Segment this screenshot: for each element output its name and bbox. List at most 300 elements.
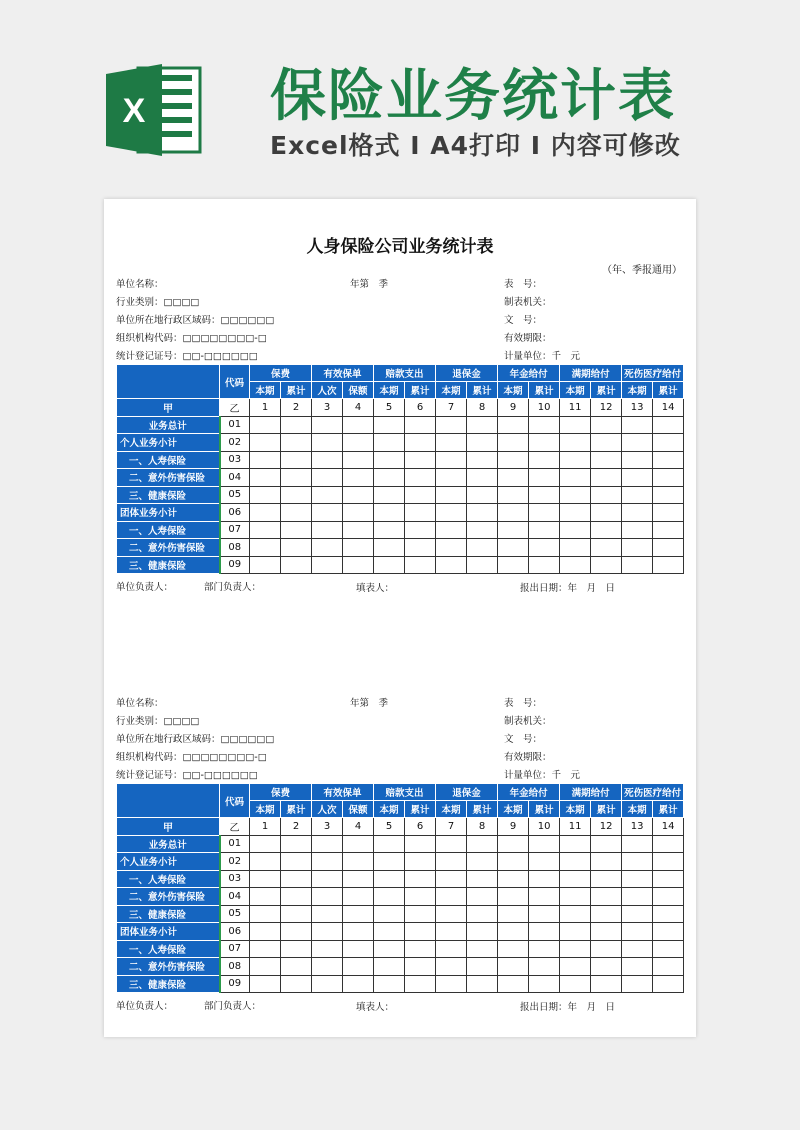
data-cell[interactable] bbox=[467, 835, 498, 853]
data-cell[interactable] bbox=[343, 539, 374, 557]
data-cell[interactable] bbox=[374, 853, 405, 871]
row-code: 06 bbox=[220, 923, 250, 941]
data-cell[interactable] bbox=[467, 469, 498, 487]
data-cell[interactable] bbox=[374, 486, 405, 504]
footer-date: 报出日期：年 月 日 bbox=[520, 583, 616, 594]
data-cell[interactable] bbox=[653, 975, 684, 993]
data-cell[interactable] bbox=[529, 958, 560, 976]
data-cell[interactable] bbox=[560, 521, 591, 539]
column-number: 5 bbox=[374, 818, 405, 836]
data-cell[interactable] bbox=[281, 504, 312, 522]
table-row bbox=[117, 835, 684, 853]
data-cell[interactable] bbox=[312, 835, 343, 853]
data-cell[interactable] bbox=[436, 853, 467, 871]
data-cell[interactable] bbox=[591, 469, 622, 487]
data-cell[interactable] bbox=[498, 870, 529, 888]
data-cell[interactable] bbox=[343, 451, 374, 469]
data-cell[interactable] bbox=[281, 923, 312, 941]
data-cell[interactable] bbox=[653, 539, 684, 557]
group-header: 退保金 bbox=[436, 784, 498, 801]
data-cell[interactable] bbox=[374, 451, 405, 469]
sub-header: 累计 bbox=[281, 382, 312, 399]
table-row bbox=[117, 958, 684, 976]
data-cell[interactable] bbox=[467, 975, 498, 993]
data-cell[interactable] bbox=[498, 888, 529, 906]
data-cell[interactable] bbox=[250, 975, 281, 993]
data-cell[interactable] bbox=[498, 853, 529, 871]
data-cell[interactable] bbox=[591, 504, 622, 522]
data-cell[interactable] bbox=[436, 888, 467, 906]
data-cell[interactable] bbox=[405, 870, 436, 888]
data-cell[interactable] bbox=[622, 486, 653, 504]
sub-header: 本期 bbox=[560, 801, 591, 818]
data-cell[interactable] bbox=[498, 504, 529, 522]
column-number: 3 bbox=[312, 399, 343, 417]
sub-header: 本期 bbox=[374, 801, 405, 818]
info-authority: 制表机关： bbox=[504, 297, 552, 308]
data-cell[interactable] bbox=[374, 870, 405, 888]
data-cell[interactable] bbox=[560, 940, 591, 958]
data-cell[interactable] bbox=[312, 434, 343, 452]
data-cell[interactable] bbox=[436, 923, 467, 941]
data-cell[interactable] bbox=[312, 888, 343, 906]
table-row bbox=[117, 486, 684, 504]
group-header: 满期给付 bbox=[560, 365, 622, 382]
data-cell[interactable] bbox=[591, 905, 622, 923]
sub-header: 累计 bbox=[591, 801, 622, 818]
data-cell[interactable] bbox=[312, 416, 343, 434]
data-cell[interactable] bbox=[405, 539, 436, 557]
data-cell[interactable] bbox=[591, 975, 622, 993]
data-cell[interactable] bbox=[312, 905, 343, 923]
data-cell[interactable] bbox=[436, 416, 467, 434]
column-number: 12 bbox=[591, 399, 622, 417]
group-header: 保费 bbox=[250, 784, 312, 801]
data-cell[interactable] bbox=[467, 870, 498, 888]
row-label: 一、人寿保险 bbox=[117, 940, 220, 958]
data-cell[interactable] bbox=[529, 853, 560, 871]
data-cell[interactable] bbox=[343, 870, 374, 888]
data-cell[interactable] bbox=[560, 958, 591, 976]
sub-header: 累计 bbox=[405, 382, 436, 399]
data-cell[interactable] bbox=[374, 504, 405, 522]
data-cell[interactable] bbox=[250, 486, 281, 504]
data-cell[interactable] bbox=[529, 870, 560, 888]
data-cell[interactable] bbox=[622, 870, 653, 888]
data-cell[interactable] bbox=[374, 835, 405, 853]
data-cell[interactable] bbox=[312, 940, 343, 958]
data-cell[interactable] bbox=[250, 940, 281, 958]
data-cell[interactable] bbox=[250, 888, 281, 906]
data-cell[interactable] bbox=[250, 870, 281, 888]
data-cell[interactable] bbox=[405, 923, 436, 941]
data-cell[interactable] bbox=[653, 923, 684, 941]
data-cell[interactable] bbox=[374, 905, 405, 923]
data-cell[interactable] bbox=[653, 853, 684, 871]
sub-header: 本期 bbox=[250, 382, 281, 399]
data-cell[interactable] bbox=[622, 434, 653, 452]
data-cell[interactable] bbox=[560, 451, 591, 469]
data-cell[interactable] bbox=[560, 835, 591, 853]
data-cell[interactable] bbox=[374, 923, 405, 941]
data-cell[interactable] bbox=[281, 905, 312, 923]
data-cell[interactable] bbox=[529, 556, 560, 574]
data-cell[interactable] bbox=[591, 486, 622, 504]
data-cell[interactable] bbox=[498, 486, 529, 504]
data-cell[interactable] bbox=[498, 835, 529, 853]
data-cell[interactable] bbox=[405, 940, 436, 958]
data-cell[interactable] bbox=[591, 416, 622, 434]
data-cell[interactable] bbox=[436, 556, 467, 574]
data-cell[interactable] bbox=[529, 905, 560, 923]
data-cell[interactable] bbox=[560, 486, 591, 504]
data-cell[interactable] bbox=[312, 486, 343, 504]
data-cell[interactable] bbox=[560, 539, 591, 557]
data-cell[interactable] bbox=[467, 416, 498, 434]
data-cell[interactable] bbox=[653, 870, 684, 888]
data-cell[interactable] bbox=[281, 853, 312, 871]
data-cell[interactable] bbox=[374, 958, 405, 976]
data-cell[interactable] bbox=[653, 416, 684, 434]
table-row bbox=[117, 416, 684, 434]
data-cell[interactable] bbox=[343, 905, 374, 923]
data-cell[interactable] bbox=[529, 416, 560, 434]
data-cell[interactable] bbox=[653, 556, 684, 574]
sub-header: 本期 bbox=[560, 382, 591, 399]
data-cell[interactable] bbox=[498, 958, 529, 976]
data-cell[interactable] bbox=[312, 958, 343, 976]
data-cell[interactable] bbox=[374, 416, 405, 434]
data-cell[interactable] bbox=[405, 556, 436, 574]
data-cell[interactable] bbox=[622, 556, 653, 574]
data-cell[interactable] bbox=[622, 835, 653, 853]
data-cell[interactable] bbox=[622, 451, 653, 469]
data-cell[interactable] bbox=[343, 469, 374, 487]
data-cell[interactable] bbox=[312, 870, 343, 888]
data-cell[interactable] bbox=[653, 504, 684, 522]
data-cell[interactable] bbox=[560, 853, 591, 871]
data-cell[interactable] bbox=[467, 923, 498, 941]
data-cell[interactable] bbox=[343, 888, 374, 906]
data-cell[interactable] bbox=[467, 539, 498, 557]
data-cell[interactable] bbox=[312, 975, 343, 993]
info-region-code: 单位所在地行政区域码：□□□□□□ bbox=[116, 315, 275, 326]
data-cell[interactable] bbox=[374, 556, 405, 574]
info-left-2 bbox=[116, 695, 274, 785]
data-cell[interactable] bbox=[312, 521, 343, 539]
data-cell[interactable] bbox=[591, 940, 622, 958]
column-number: 9 bbox=[498, 818, 529, 836]
data-cell[interactable] bbox=[560, 975, 591, 993]
data-cell[interactable] bbox=[436, 870, 467, 888]
group-header: 保费 bbox=[250, 365, 312, 382]
data-cell[interactable] bbox=[622, 905, 653, 923]
data-cell[interactable] bbox=[343, 504, 374, 522]
data-cell[interactable] bbox=[250, 469, 281, 487]
data-cell[interactable] bbox=[498, 469, 529, 487]
data-cell[interactable] bbox=[312, 539, 343, 557]
data-cell[interactable] bbox=[591, 853, 622, 871]
data-cell[interactable] bbox=[653, 888, 684, 906]
data-cell[interactable] bbox=[374, 975, 405, 993]
data-cell[interactable] bbox=[436, 469, 467, 487]
data-cell[interactable] bbox=[343, 416, 374, 434]
data-cell[interactable] bbox=[281, 486, 312, 504]
data-cell[interactable] bbox=[281, 434, 312, 452]
data-cell[interactable] bbox=[250, 434, 281, 452]
data-cell[interactable] bbox=[529, 539, 560, 557]
data-cell[interactable] bbox=[436, 958, 467, 976]
data-cell[interactable] bbox=[591, 556, 622, 574]
data-cell[interactable] bbox=[498, 923, 529, 941]
data-cell[interactable] bbox=[529, 975, 560, 993]
data-cell[interactable] bbox=[653, 469, 684, 487]
data-cell[interactable] bbox=[250, 958, 281, 976]
sub-header: 累计 bbox=[281, 801, 312, 818]
data-cell[interactable] bbox=[622, 469, 653, 487]
data-cell[interactable] bbox=[250, 835, 281, 853]
data-cell[interactable] bbox=[653, 940, 684, 958]
data-cell[interactable] bbox=[343, 434, 374, 452]
data-cell[interactable] bbox=[405, 905, 436, 923]
data-cell[interactable] bbox=[281, 416, 312, 434]
data-cell[interactable] bbox=[281, 835, 312, 853]
data-cell[interactable] bbox=[343, 521, 374, 539]
data-cell[interactable] bbox=[312, 504, 343, 522]
data-cell[interactable] bbox=[591, 451, 622, 469]
data-cell[interactable] bbox=[467, 504, 498, 522]
data-cell[interactable] bbox=[529, 434, 560, 452]
data-cell[interactable] bbox=[560, 923, 591, 941]
data-cell[interactable] bbox=[436, 975, 467, 993]
data-cell[interactable] bbox=[281, 958, 312, 976]
data-cell[interactable] bbox=[343, 853, 374, 871]
data-cell[interactable] bbox=[436, 521, 467, 539]
data-cell[interactable] bbox=[529, 469, 560, 487]
data-cell[interactable] bbox=[529, 835, 560, 853]
data-cell[interactable] bbox=[250, 504, 281, 522]
row-label: 二、意外伤害保险 bbox=[117, 539, 220, 557]
data-cell[interactable] bbox=[529, 940, 560, 958]
data-cell[interactable] bbox=[405, 434, 436, 452]
data-cell[interactable] bbox=[250, 539, 281, 557]
data-cell[interactable] bbox=[250, 521, 281, 539]
data-cell[interactable] bbox=[467, 905, 498, 923]
data-cell[interactable] bbox=[498, 434, 529, 452]
column-number: 7 bbox=[436, 399, 467, 417]
row-label: 二、意外伤害保险 bbox=[117, 888, 220, 906]
data-cell[interactable] bbox=[467, 451, 498, 469]
data-cell[interactable] bbox=[498, 975, 529, 993]
data-cell[interactable] bbox=[622, 539, 653, 557]
data-cell[interactable] bbox=[467, 888, 498, 906]
sub-header: 累计 bbox=[467, 382, 498, 399]
data-cell[interactable] bbox=[436, 451, 467, 469]
data-cell[interactable] bbox=[653, 486, 684, 504]
data-cell[interactable] bbox=[560, 469, 591, 487]
data-cell[interactable] bbox=[622, 521, 653, 539]
data-cell[interactable] bbox=[622, 504, 653, 522]
sub-header: 本期 bbox=[498, 801, 529, 818]
data-cell[interactable] bbox=[529, 504, 560, 522]
row-label: 团体业务小计 bbox=[117, 504, 220, 522]
data-cell[interactable] bbox=[374, 940, 405, 958]
data-cell[interactable] bbox=[591, 835, 622, 853]
info-period-2: 年第 季 bbox=[350, 698, 389, 709]
data-cell[interactable] bbox=[436, 905, 467, 923]
data-cell[interactable] bbox=[281, 940, 312, 958]
data-cell[interactable] bbox=[343, 975, 374, 993]
data-cell[interactable] bbox=[436, 835, 467, 853]
data-cell[interactable] bbox=[467, 940, 498, 958]
data-cell[interactable] bbox=[467, 556, 498, 574]
group-header: 年金给付 bbox=[498, 365, 560, 382]
data-cell[interactable] bbox=[560, 416, 591, 434]
data-cell[interactable] bbox=[312, 556, 343, 574]
data-cell[interactable] bbox=[436, 539, 467, 557]
data-cell[interactable] bbox=[591, 888, 622, 906]
data-cell[interactable] bbox=[467, 521, 498, 539]
data-cell[interactable] bbox=[405, 504, 436, 522]
column-number: 6 bbox=[405, 399, 436, 417]
data-cell[interactable] bbox=[281, 975, 312, 993]
data-cell[interactable] bbox=[312, 853, 343, 871]
data-cell[interactable] bbox=[405, 521, 436, 539]
data-cell[interactable] bbox=[436, 486, 467, 504]
data-cell[interactable] bbox=[343, 556, 374, 574]
data-cell[interactable] bbox=[653, 958, 684, 976]
data-cell[interactable] bbox=[591, 539, 622, 557]
data-cell[interactable] bbox=[467, 853, 498, 871]
data-cell[interactable] bbox=[312, 923, 343, 941]
data-cell[interactable] bbox=[622, 888, 653, 906]
data-cell[interactable] bbox=[281, 539, 312, 557]
data-cell[interactable] bbox=[498, 905, 529, 923]
data-cell[interactable] bbox=[405, 416, 436, 434]
data-cell[interactable] bbox=[653, 905, 684, 923]
data-cell[interactable] bbox=[374, 469, 405, 487]
data-cell[interactable] bbox=[560, 870, 591, 888]
data-cell[interactable] bbox=[622, 923, 653, 941]
data-cell[interactable] bbox=[591, 923, 622, 941]
stats-table-1 bbox=[116, 364, 684, 574]
data-cell[interactable] bbox=[498, 451, 529, 469]
data-cell[interactable] bbox=[560, 556, 591, 574]
data-cell[interactable] bbox=[653, 434, 684, 452]
data-cell[interactable] bbox=[498, 521, 529, 539]
data-cell[interactable] bbox=[405, 835, 436, 853]
column-number: 2 bbox=[281, 399, 312, 417]
data-cell[interactable] bbox=[653, 521, 684, 539]
data-cell[interactable] bbox=[250, 853, 281, 871]
data-cell[interactable] bbox=[560, 434, 591, 452]
sub-header: 本期 bbox=[250, 801, 281, 818]
data-cell[interactable] bbox=[374, 434, 405, 452]
row-code: 02 bbox=[220, 853, 250, 871]
data-cell[interactable] bbox=[250, 416, 281, 434]
data-cell[interactable] bbox=[467, 434, 498, 452]
data-cell[interactable] bbox=[622, 853, 653, 871]
data-cell[interactable] bbox=[591, 521, 622, 539]
data-cell[interactable] bbox=[250, 905, 281, 923]
data-cell[interactable] bbox=[250, 556, 281, 574]
data-cell[interactable] bbox=[405, 888, 436, 906]
data-cell[interactable] bbox=[653, 451, 684, 469]
table-row bbox=[117, 905, 684, 923]
data-cell[interactable] bbox=[343, 835, 374, 853]
data-cell[interactable] bbox=[591, 434, 622, 452]
row-label: 一、人寿保险 bbox=[117, 870, 220, 888]
data-cell[interactable] bbox=[529, 521, 560, 539]
data-cell[interactable] bbox=[560, 504, 591, 522]
row-code: 01 bbox=[220, 835, 250, 853]
data-cell[interactable] bbox=[281, 451, 312, 469]
data-cell[interactable] bbox=[591, 958, 622, 976]
data-cell[interactable] bbox=[529, 451, 560, 469]
data-cell[interactable] bbox=[498, 416, 529, 434]
data-cell[interactable] bbox=[343, 940, 374, 958]
data-cell[interactable] bbox=[591, 870, 622, 888]
data-cell[interactable] bbox=[281, 870, 312, 888]
data-cell[interactable] bbox=[374, 521, 405, 539]
footer-unit-head: 单位负责人： bbox=[116, 1001, 174, 1012]
data-cell[interactable] bbox=[560, 888, 591, 906]
data-cell[interactable] bbox=[622, 940, 653, 958]
data-cell[interactable] bbox=[622, 416, 653, 434]
data-cell[interactable] bbox=[312, 451, 343, 469]
data-cell[interactable] bbox=[343, 923, 374, 941]
data-cell[interactable] bbox=[498, 940, 529, 958]
data-cell[interactable] bbox=[405, 853, 436, 871]
info-unit: 计量单位：千 元 bbox=[504, 770, 581, 781]
data-cell[interactable] bbox=[374, 888, 405, 906]
data-cell[interactable] bbox=[405, 958, 436, 976]
footer-filler: 填表人： bbox=[356, 583, 395, 594]
data-cell[interactable] bbox=[622, 975, 653, 993]
data-cell[interactable] bbox=[281, 556, 312, 574]
data-cell[interactable] bbox=[529, 923, 560, 941]
data-cell[interactable] bbox=[436, 504, 467, 522]
data-cell[interactable] bbox=[467, 958, 498, 976]
data-cell[interactable] bbox=[405, 451, 436, 469]
data-cell[interactable] bbox=[343, 486, 374, 504]
row-label: 团体业务小计 bbox=[117, 923, 220, 941]
data-cell[interactable] bbox=[622, 958, 653, 976]
data-cell[interactable] bbox=[343, 958, 374, 976]
data-cell[interactable] bbox=[498, 539, 529, 557]
data-cell[interactable] bbox=[498, 556, 529, 574]
data-cell[interactable] bbox=[405, 975, 436, 993]
row-label: 个人业务小计 bbox=[117, 434, 220, 452]
data-cell[interactable] bbox=[281, 469, 312, 487]
data-cell[interactable] bbox=[374, 539, 405, 557]
data-cell[interactable] bbox=[436, 940, 467, 958]
column-number: 1 bbox=[250, 399, 281, 417]
data-cell[interactable] bbox=[436, 434, 467, 452]
data-cell[interactable] bbox=[250, 451, 281, 469]
data-cell[interactable] bbox=[529, 486, 560, 504]
data-cell[interactable] bbox=[529, 888, 560, 906]
data-cell[interactable] bbox=[250, 923, 281, 941]
data-cell[interactable] bbox=[405, 486, 436, 504]
data-cell[interactable] bbox=[467, 486, 498, 504]
data-cell[interactable] bbox=[281, 521, 312, 539]
data-cell[interactable] bbox=[405, 469, 436, 487]
data-cell[interactable] bbox=[312, 469, 343, 487]
data-cell[interactable] bbox=[653, 835, 684, 853]
data-cell[interactable] bbox=[281, 888, 312, 906]
data-cell[interactable] bbox=[560, 905, 591, 923]
